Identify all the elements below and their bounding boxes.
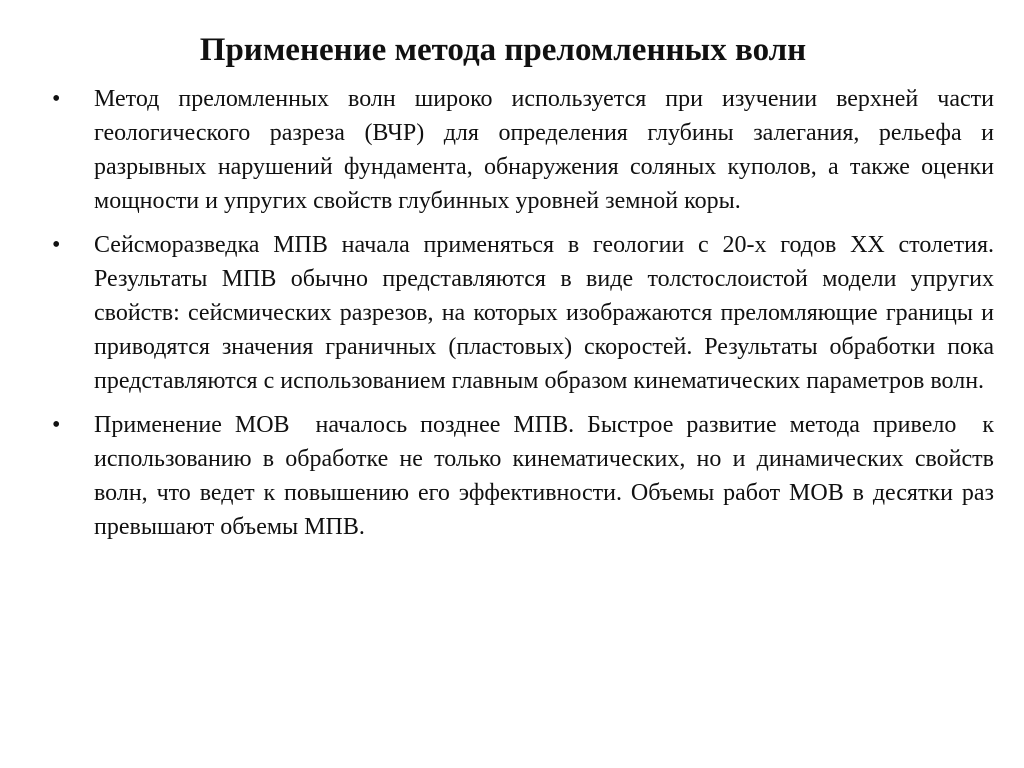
bullet-icon: • — [52, 412, 61, 438]
slide-title: Применение метода преломленных волн — [199, 32, 807, 68]
bullet-text: Применение МОВ началось позднее МПВ. Быстрое развитие метода привело к использованию в обработке не только кинематических, но и динамических свойств волн, что ведет к повышению его эффективности. Объемы работ МОВ в десятки раз превышают объемы МПВ. — [94, 412, 1000, 540]
bullet-icon: • — [52, 232, 61, 258]
bullet-list — [52, 82, 1000, 544]
bullet-item — [52, 408, 1000, 544]
bullet-text: Метод преломленных волн широко используется при изучении верхней части геологического разреза (ВЧР) для определения глубины залегания, рельефа и разрывных нарушений фундамента, обнаружения соляных куполов, а также оценки мощности и упругих свойств глубинных уровней земной коры. — [94, 86, 1000, 214]
bullet-item — [52, 82, 1000, 218]
bullet-icon: • — [52, 86, 61, 112]
bullet-item — [52, 228, 1000, 398]
bullet-text: Сейсморазведка МПВ начала применяться в геологии с 20-х годов XX столетия. Результаты МПВ обычно представляются в виде толстослоистой модели упругих свойств: сейсмических разрезов, на которых изображаются преломляющие границы и приводятся значения граничных (пластовых) скоростей. Результаты обработки пока представляются с использованием главным образом кинематических параметров волн. — [94, 232, 1000, 394]
